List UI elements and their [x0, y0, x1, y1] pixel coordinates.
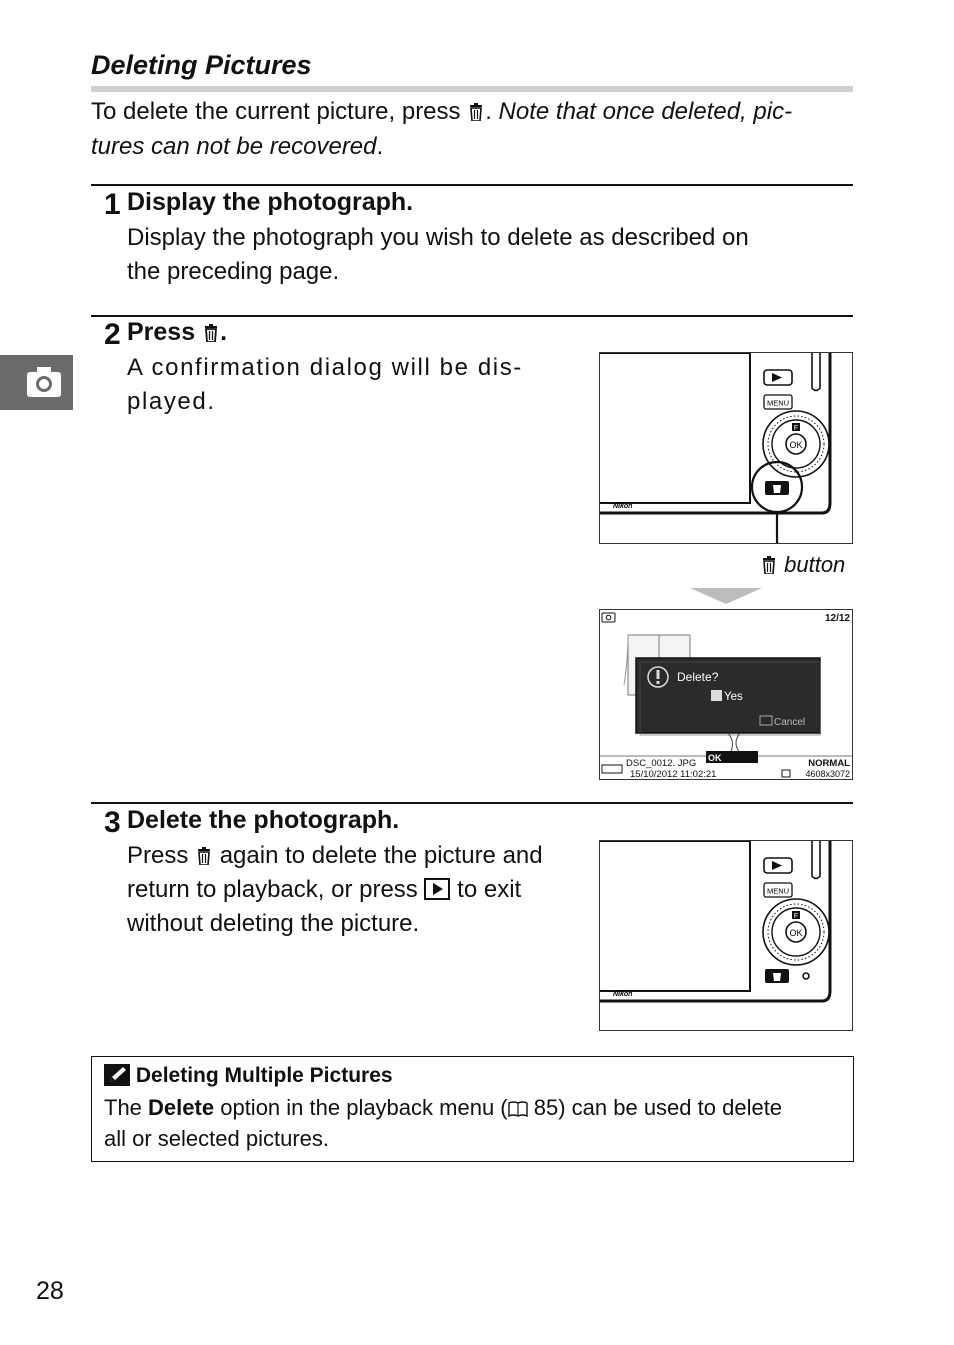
svg-text:OK: OK — [708, 753, 722, 763]
step-2-body-line-1: A confirmation dialog will be dis- — [127, 354, 523, 381]
book-icon — [508, 1101, 528, 1117]
trash-icon — [762, 556, 776, 574]
lcd-delete-dialog — [599, 609, 853, 780]
intro-end: . — [376, 133, 384, 160]
step-2-title-end: . — [220, 318, 228, 346]
step-3-text-a: Press — [127, 842, 189, 869]
svg-text:Cancel: Cancel — [774, 717, 806, 728]
step-3-text-d: to exit — [457, 876, 522, 903]
camera-back-figure-1 — [599, 352, 853, 544]
step-3-text-c: return to playback, or press — [127, 876, 418, 903]
figure-caption-text: button — [784, 552, 846, 577]
svg-text:4608x3072: 4608x3072 — [805, 769, 850, 779]
step-1-title: Display the photograph. — [127, 188, 414, 216]
step-1-body-line-2: the preceding page. — [127, 258, 340, 285]
section-title: Deleting Pictures — [91, 50, 312, 80]
svg-text:F: F — [793, 913, 799, 920]
step-1-rule — [91, 184, 853, 186]
note-delete-bold: Delete — [148, 1095, 215, 1120]
svg-text:MENU: MENU — [766, 398, 790, 408]
step-1-body-line-1: Display the photograph you wish to delete as described on — [127, 224, 749, 251]
camera-icon — [26, 366, 62, 398]
note-text-b: option in the playback menu ( — [220, 1095, 508, 1120]
note-text-a: The — [104, 1095, 142, 1120]
step-2-rule — [91, 315, 853, 317]
step-1-body — [127, 221, 749, 289]
trash-icon — [204, 324, 218, 342]
chapter-tab — [0, 355, 73, 410]
down-arrow-icon — [690, 588, 762, 604]
step-3-text-b: again to delete the picture and — [219, 842, 543, 869]
svg-text:DSC_0012. JPG: DSC_0012. JPG — [626, 758, 697, 769]
svg-text:F: F — [793, 425, 799, 432]
trash-icon — [197, 847, 211, 865]
step-2-title — [127, 318, 227, 347]
camera-back-figure-2 — [599, 840, 853, 1031]
svg-text:Nikon: Nikon — [613, 991, 633, 998]
camera-back-illustration-2 — [600, 841, 852, 1030]
step-3-title: Delete the photograph. — [127, 806, 400, 834]
svg-text:Delete?: Delete? — [677, 670, 719, 684]
intro-text: To delete the current picture, press — [91, 98, 461, 125]
step-1-number: 1 — [104, 188, 120, 221]
svg-text:NORMAL: NORMAL — [808, 758, 850, 769]
step-2-number: 2 — [104, 318, 120, 351]
note-page-ref: 85) can be used to delete — [533, 1095, 783, 1120]
title-rule — [91, 86, 853, 92]
svg-text:OK: OK — [789, 928, 803, 938]
intro-paragraph — [91, 94, 856, 164]
intro-warning-2: tures can not be recovered — [91, 133, 377, 160]
step-2-body-line-2: played. — [127, 388, 216, 415]
svg-text:Yes: Yes — [724, 691, 743, 703]
lcd-screen — [600, 610, 852, 779]
pencil-icon — [104, 1064, 130, 1086]
step-3-text-e: without deleting the picture. — [127, 910, 420, 937]
svg-text:12/12: 12/12 — [824, 613, 850, 624]
camera-back-illustration — [600, 353, 852, 543]
intro-warning-1: Note that once deleted, pic- — [498, 98, 793, 125]
step-3-rule — [91, 802, 853, 804]
intro-period: . — [485, 98, 499, 125]
page-number: 28 — [36, 1277, 64, 1305]
figure-caption — [760, 552, 845, 578]
step-3-body — [127, 839, 543, 941]
note-title — [104, 1064, 393, 1088]
step-2-title-text: Press — [127, 318, 196, 346]
trash-icon — [469, 103, 483, 121]
playback-icon — [424, 878, 450, 900]
svg-text:15/10/2012 11:02:21: 15/10/2012 11:02:21 — [630, 769, 717, 779]
svg-text:OK: OK — [789, 440, 803, 450]
note-text-line-2: all or selected pictures. — [104, 1126, 329, 1151]
svg-text:MENU: MENU — [766, 886, 790, 896]
note-title-text: Deleting Multiple Pictures — [135, 1064, 393, 1087]
svg-text:Nikon: Nikon — [613, 503, 633, 510]
step-2-body — [127, 351, 523, 419]
note-body — [104, 1092, 849, 1154]
step-3-number: 3 — [104, 806, 120, 839]
